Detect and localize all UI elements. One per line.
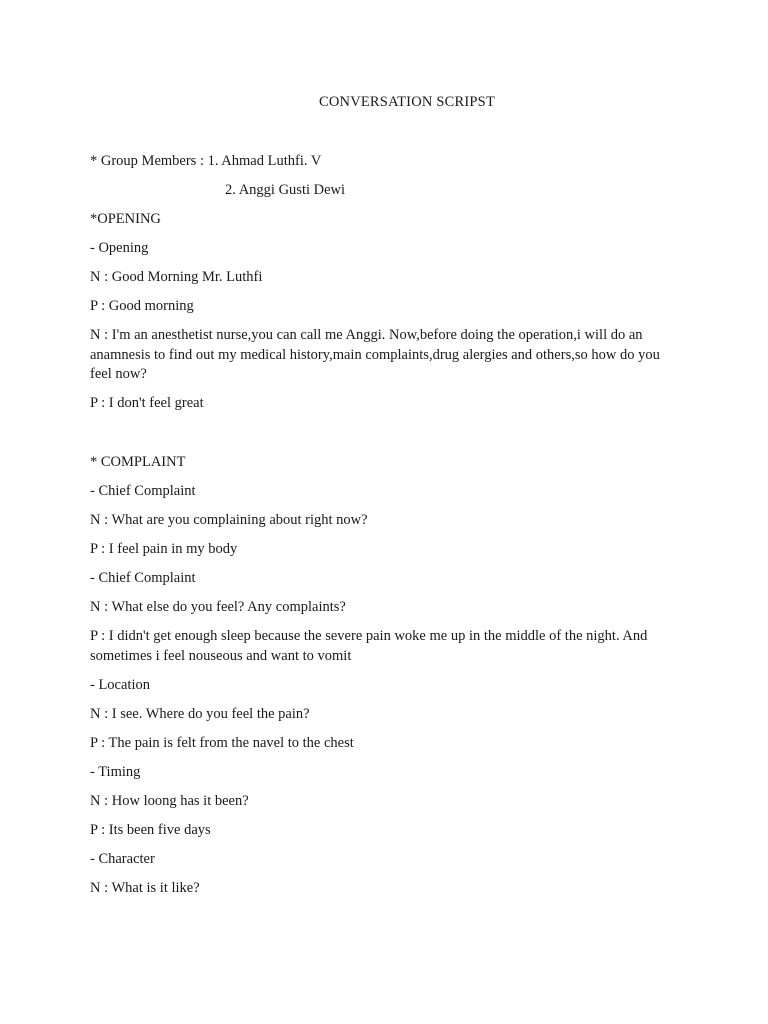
complaint-line: N : What is it like? [90,879,200,896]
complaint-line: - Location [90,676,150,693]
complaint-line: P : The pain is felt from the navel to the chest [90,734,354,751]
dialogue-line: N : I'm an anesthetist nurse,you can call me Anggi. Now,before doing the operation,i will do an anamnesis to find out my medical history,main complaints,drug alergies and others,so how do you feel now? [90,327,660,382]
opening-subheading: - Opening [90,240,149,256]
complaint-heading: * COMPLAINT [90,454,186,470]
complaint-line: - Chief Complaint [90,483,196,499]
dialogue-line: N : Good Morning Mr. Luthfi [90,269,263,285]
complaint-line: N : I see. Where do you feel the pain? [90,705,310,722]
group-members-line-1: * Group Members : 1. Ahmad Luthfi. V [90,153,322,169]
complaint-line: N : What are you complaining about right now? [90,512,368,528]
complaint-line: - Character [90,850,155,867]
opening-heading: *OPENING [90,211,161,227]
complaint-line: - Timing [90,763,141,780]
dialogue-line: P : I don't feel great [90,395,204,411]
complaint-line: P : I feel pain in my body [90,541,238,557]
complaint-line: N : How loong has it been? [90,792,249,809]
complaint-line: N : What else do you feel? Any complaints? [90,599,346,615]
dialogue-line: P : Good morning [90,298,194,314]
complaint-line: - Chief Complaint [90,570,196,586]
document-body [90,152,680,908]
complaint-line: P : I didn't get enough sleep because the severe pain woke me up in the middle of the night. And sometimes i feel nouseous and want to vomit [90,628,648,664]
group-member-2: 2. Anggi Gusti Dewi [225,182,346,198]
complaint-line: P : Its been five days [90,821,211,838]
page-title: CONVERSATION SCRIPST [318,94,496,110]
section-spacer [90,423,680,453]
group-members-line-2 [90,181,680,201]
